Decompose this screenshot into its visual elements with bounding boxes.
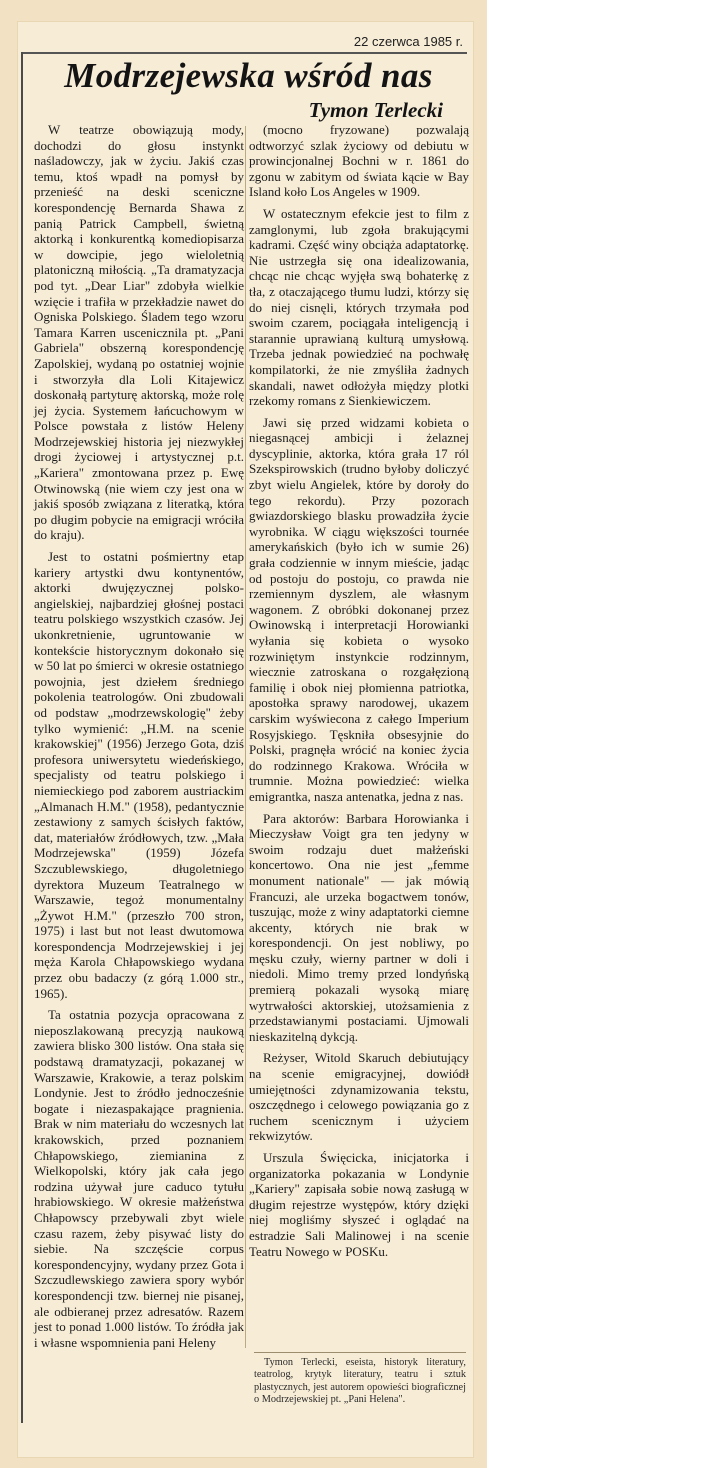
column-divider	[245, 126, 246, 1348]
article-headline: Modrzejewska wśród nas	[64, 56, 433, 95]
header-rule	[22, 52, 467, 54]
paragraph: Urszula Święcicka, inicjatorka i organizatorka pokazania w Londynie „Kariery" zapisała sobie nową zasługą w długim rejestrze występów, który dzięki niej mogliśmy słyszeć i oglądać na estradzie Sali Malinowej i na scenie Teatru Nowego w POSKu.	[249, 1150, 469, 1259]
paragraph: Para aktorów: Barbara Horowianka i Mieczysław Voigt gra ten jedyny w swoim rodzaju duet małżeński koncertowo. Ona nie jest „femme monument nationale" — jak mówią Francuzi, ale urzeka bogactwem tonów, tuszując, może z winy adaptatorki ciemne akcenty, których nie brak w korespondencji. On jest nobliwy, po męsku czuły, wierny partner w doli i niedoli. Mimo tremy przed londyńską premierą pokazali wysoką miarę wytrwałości aktorskiej, utożsamienia z przedstawianymi postaciami. Ujmowali nieskazitelną dykcją.	[249, 810, 469, 1044]
article-author: Tymon Terlecki	[308, 98, 443, 122]
paragraph: Jest to ostatni pośmiertny etap kariery artystki dwu kontynentów, aktorki dwujęzycznej polsko-angielskiej, najbardziej głośnej postaci teatru polskiego wszystkich czasów. Jej ukonkretnienie, ugruntowanie w kontekście historycznym dokonało się w 50 lat po śmierci w okresie ostatniego powojnia, jest dziełem średniego pokolenia teatrologów. Oni zbudowali od podstaw „modrzewskologię" żeby tylko wymienić: „H.M. na scenie krakowskiej" (1956) Jerzego Gota, dziś profesora uniwersytetu wiedeńskiego, specjalisty od teatru polskiego i niemieckiego pod zaborem austriackim „Almanach H.M." (1958), pedantycznie zestawiony z samych ścisłych faktów, dat, materiałów źródłowych, tzw. „Mała Modrzejewska" (1959) Józefa Szczublewskiego, długoletniego dyrektora Muzeum Teatralnego w Warszawie, tegoż monumentalny „Żywot H.M." (przeszło 700 stron, 1975) i last but not least dwutomowa korespondencja Modrzejewskiej i jej męża Karola Chłapowskiego wydana przez obu badaczy (z górą 1.000 str., 1965).	[34, 549, 244, 1001]
paragraph: W ostatecznym efekcie jest to film z zamglonymi, lub zgoła brakującymi kadrami. Część winy obciąża adaptatorkę. Nie ustrzegła się ona idealizowania, chcąc nie chcąc wyjęła swą bohaterkę z tła, z otaczającego tłumu ludzi, którzy się do niej cisnęli, których trzymała pod swoim czarem, pociągała inteligencją i starannie uprawianą kulturą umysłową. Trzeba jednak powiedzieć na pochwałę kompilatorki, że nie zmyśliła żadnych skandali, nawet odłożyła między plotki rzekomy romans z Sienkiewiczem.	[249, 205, 469, 409]
paragraph: Reżyser, Witold Skaruch debiutujący na scenie emigracyjnej, dowiódł umiejętności zdynamizowania tekstu, oszczędnego i celowego powiązania go z ruchem scenicznym i użyciem rekwizytów.	[249, 1050, 469, 1144]
newspaper-clipping	[18, 22, 473, 1457]
paragraph: (mocno fryzowane) pozwalają odtworzyć szlak życiowy od debiutu w prowincjonalnej Bochni w r. 1861 do zgonu w zabitym od świata kącie w Bay Island koło Los Angeles w 1909.	[249, 122, 469, 200]
publication-date: 22 czerwca 1985 r.	[353, 34, 463, 49]
article-left-column	[34, 122, 244, 1356]
paragraph: Jawi się przed widzami kobieta o niegasnącej ambicji i żelaznej dyscyplinie, aktorka, która grała 17 ról Szekspirowskich (trudno byłoby doliczyć zbyt wielu Angielek, które by doroły do tego rekordu). Przy pozorach gwiazdorskiego blasku prowadziła życie wyrobnika. W ciągu większości tournée amerykańskich (było ich w sumie 26) grała codziennie w innym mieście, jadąc od postoju do postoju, co prawda nie rzemiennym dyszlem, ale własnym wagonem. Z obróbki dokonanej przez Owinowską i interpretacji Horowianki wyłania się kobieta o wysoko rozwiniętym instynkcie rodzinnym, wiecznie zatroskana o rozgałęzioną familię i obok niej płomienna patriotka, apostołka sprawy narodowej, ukazem carskim wyświecona z całego Imperium Rosyjskiego. Tęskniła obsesyjnie do Polski, pragnęła wrócić na koniec życia do rodzinnego Krakowa. Wróciła w trumnie. Można powiedzieć: wielka emigrantka, nasza antenatka, jedna z nas.	[249, 414, 469, 804]
author-note: Tymon Terlecki, eseista, historyk literatury, teatrolog, krytyk literatury, teatru i sztuk plastycznych, jest autorem opowieści biograficznej o Modrzejewskiej pt. „Pani Helena".	[254, 1352, 466, 1407]
article-right-column	[249, 122, 469, 1265]
column-rule	[21, 52, 23, 1423]
paragraph: W teatrze obowiązują mody, dochodzi do głosu instynkt naśladowczy, jak w życiu. Jakiś czas temu, ktoś wpadł na pomysł by przenieść na deski sceniczne korespondencję Bernarda Shawa z panią Patrick Campbell, świetną aktorką i konkurentką komediopisarza w dowcipie, jego wieloletnią platoniczną miłością. „Ta dramatyzacja pod tyt. „Dear Liar" zdobyła wielkie wzięcie i trafiła w przekładzie nawet do Ogniska Polskiego. Śladem tego wzoru Tamara Karren uscenicznila pt. „Pani Gabriela" obszerną korespondencję Zapolskiej, wydaną po ostatniej wojnie i stworzyła dla Loli Kitajewicz doskonałą partyturę aktorską, może rolę jej życia. Systemem łańcuchowym w Polsce powstała z listów Heleny Modrzejewskiej historia jej niezwykłej drogi życiowej i artystycznej p.t. „Kariera" zmontowana przez p. Ewę Otwinowską (nie wiem czy jest ona w jakiś sposób związana z literatką, która po długim pobycie na emigracji wróciła do kraju).	[34, 122, 244, 543]
paragraph: Ta ostatnia pozycja opracowana z nieposzlakowaną precyzją naukową zawiera blisko 300 listów. Ona stała się podstawą dramatyzacji, pokazanej w Warszawie, Krakowie, a teraz polskim Londynie. Jest to źródło jednocześnie bogate i niezaspakające pragnienia. Brak w nim materiału do wczesnych lat krakowskich, przed poznaniem Chłapowskiego, ziemianina z Wielkopolski, który jak cała jego rodzina używał jure caduco tytułu hrabiowskiego. W okresie małżeństwa Chłapowscy przebywali zbyt wiele czasu razem, żeby pisywać listy do siebie. Na szczęście corpus korespondencyjny, wydany przez Gota i Szczudlewskiego zawiera spory wybór korespondencji tzw. biernej nie pisanej, ale odbieranej przez adresatów. Razem jest to ponad 1.000 listów. To źródła jak i własne wspomnienia pani Heleny	[34, 1007, 244, 1350]
